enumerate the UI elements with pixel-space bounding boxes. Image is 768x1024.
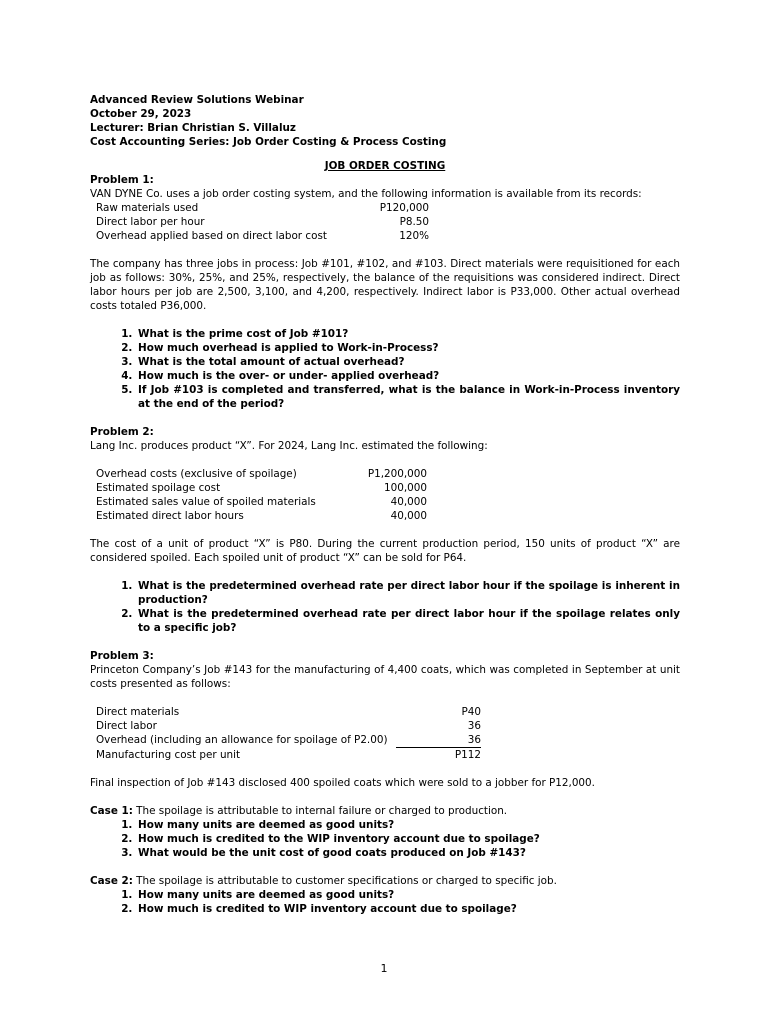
table-row [96,748,481,763]
problem-1-table [96,201,429,243]
case-1-text: The spoilage is attributable to internal failure or charged to production. [132,805,508,817]
header-line-series: Cost Accounting Series: Job Order Costing & Process Costing [90,136,447,148]
question-item: 1. How many units are deemed as good units? [136,888,680,902]
problem-2-questions [90,579,680,635]
row-value: 120% [399,230,429,242]
question-item: 2. How much overhead is applied to Work-in-Process? [136,341,680,355]
problem-2-paragraph: The cost of a unit of product “X” is P80. During the current production period, 150 units of product “X” are considered spoiled. Each spoiled unit of product “X” can be sold for P64. [90,538,680,564]
question-item: 1. What is the prime cost of Job #101? [136,327,680,341]
row-label: Manufacturing cost per unit [96,748,241,761]
problem-3-table [96,705,481,762]
question-item: 3. What is the total amount of actual overhead? [136,355,680,369]
row-value: 40,000 [390,496,427,508]
row-label: Overhead (including an allowance for spoilage of P2.00) [96,734,388,746]
row-value: 40,000 [390,510,427,522]
page-content [90,93,680,916]
question-item: 1. What is the predetermined overhead rate per direct labor hour if the spoilage is inherent in production? [136,579,680,607]
problem-1-intro: VAN DYNE Co. uses a job order costing system, and the following information is available from its records: [90,188,642,200]
problem-3-intro: Princeton Company’s Job #143 for the manufacturing of 4,400 coats, which was completed in September at unit costs presented as follows: [90,664,680,690]
page-number: 1 [380,962,388,975]
table-row [96,215,429,229]
table-row [96,229,429,243]
problem-3-heading: Problem 3: [90,650,154,662]
row-label: Direct materials [96,706,180,718]
table-row [96,719,481,733]
header-line-webinar: Advanced Review Solutions Webinar [90,94,304,106]
case-1 [90,804,680,860]
problem-1-heading: Problem 1: [90,174,154,186]
row-value: P120,000 [379,202,429,214]
row-value: P8.50 [399,216,429,228]
row-value: P1,200,000 [367,468,427,480]
row-value: 100,000 [384,482,427,494]
question-item: 1. How many units are deemed as good units? [136,818,680,832]
row-label: Estimated direct labor hours [96,510,244,522]
table-row [96,481,427,495]
header-line-date: October 29, 2023 [90,108,192,120]
table-row [96,705,481,719]
case-2 [90,874,680,916]
question-item: 5. If Job #103 is completed and transferred, what is the balance in Work-in-Process inventory at the end of the period? [136,383,680,411]
problem-3-paragraph: Final inspection of Job #143 disclosed 400 spoiled coats which were sold to a jobber for P12,000. [90,777,595,789]
row-label: Estimated spoilage cost [96,482,221,494]
row-label: Estimated sales value of spoiled materials [96,496,316,508]
section-title: JOB ORDER COSTING [324,160,446,172]
table-row [96,733,481,748]
row-value-total: P112 [396,748,481,763]
table-row [96,509,427,523]
problem-2-table [96,467,427,523]
problem-1-paragraph: The company has three jobs in process: Job #101, #102, and #103. Direct materials were requisitioned for each job as follows: 30%, 25%, and 25%, respectively, the balance of the requisitions was considered indirect. Direct labor hours per job are 2,500, 3,100, and 4,200, respectively. Indirect labor is P33,000. Other actual overhead costs totaled P36,000. [90,258,680,312]
row-label: Overhead costs (exclusive of spoilage) [96,468,297,480]
table-row [96,495,427,509]
table-row [96,467,427,481]
row-value: 36 [467,720,481,732]
row-value: 36 [467,734,481,746]
problem-1-questions [90,327,680,411]
row-label: Overhead applied based on direct labor cost [96,230,327,242]
case-2-statement [90,874,680,888]
document-header [90,93,680,149]
case-1-label: Case 1: [90,805,133,817]
question-item: 4. How much is the over- or under- applied overhead? [136,369,680,383]
problem-2-heading: Problem 2: [90,426,154,438]
problem-2 [90,425,680,635]
question-item: 3. What would be the unit cost of good coats produced on Job #143? [136,846,680,860]
case-1-questions [90,818,680,860]
row-label: Direct labor per hour [96,216,205,228]
row-label: Raw materials used [96,202,199,214]
case-1-statement [90,804,680,818]
case-2-questions [90,888,680,916]
row-label: Direct labor [96,720,157,732]
problem-2-intro: Lang Inc. produces product “X”. For 2024, Lang Inc. estimated the following: [90,440,488,452]
case-2-text: The spoilage is attributable to customer specifications or charged to specific job. [132,875,557,887]
row-value: P40 [461,706,481,718]
table-row [96,201,429,215]
problem-3 [90,649,680,916]
question-item: 2. How much is credited to the WIP inventory account due to spoilage? [136,832,680,846]
header-line-lecturer: Lecturer: Brian Christian S. Villaluz [90,122,296,134]
question-item: 2. How much is credited to WIP inventory account due to spoilage? [136,902,680,916]
case-2-label: Case 2: [90,875,133,887]
question-item: 2. What is the predetermined overhead rate per direct labor hour if the spoilage relates only to a specific job? [136,607,680,635]
problem-1 [90,173,680,411]
